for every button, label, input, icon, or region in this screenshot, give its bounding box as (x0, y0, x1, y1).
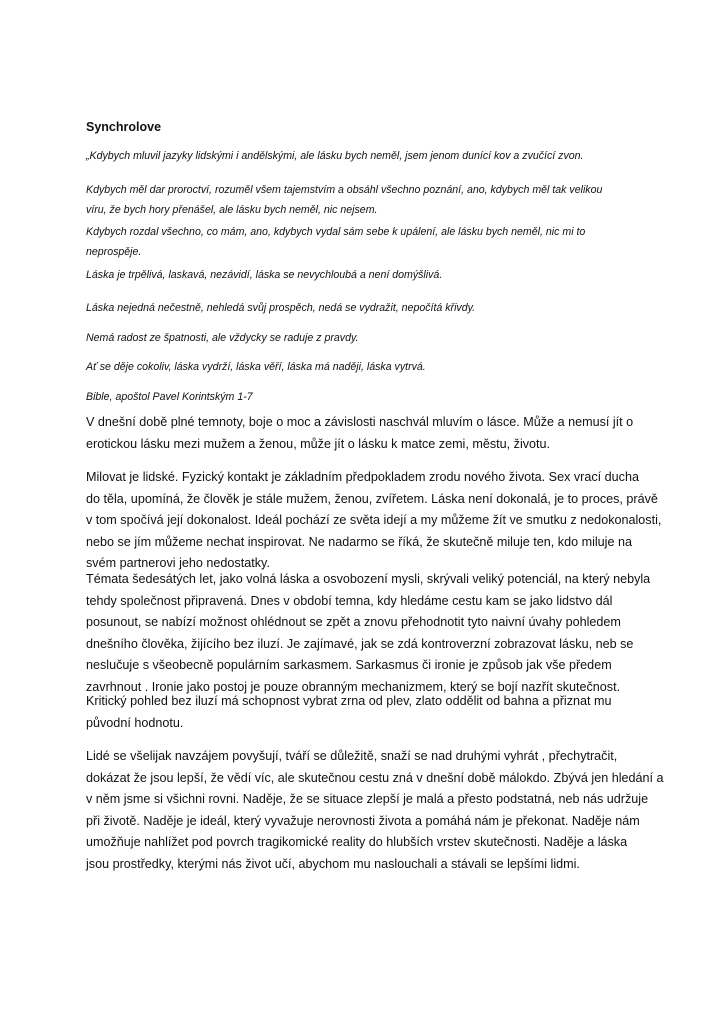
quote-verse (86, 265, 442, 285)
paragraph-line: zavrhnout . Ironie jako postoj je pouze obranným mechanizmem, který se bojí nazřít skutečnost. (86, 679, 621, 694)
quote-line: Kdybych rozdal všechno, co mám, ano, kdybych vydal sám sebe k upálení, ale lásku bych neměl, nic mi to (86, 226, 586, 238)
body-paragraph (86, 691, 612, 734)
quote-verse (86, 146, 584, 166)
paragraph-line: Lidé se všelijak navzájem povyšují, tváří se důležitě, snaží se nad druhými vyhrát , přechytračit, (86, 749, 618, 763)
paragraph-line: erotickou lásku mezi mužem a ženou, může jít o lásku k matce zemi, městu, životu. (86, 436, 551, 451)
quote-line: Láska je trpělivá, laskavá, nezávidí, láska se nevychloubá a není domýšlivá. (86, 269, 443, 281)
paragraph-line: v tom spočívá její dokonalost. Ideál pochází ze světa idejí a my můžeme žít ve smutku z nedokonalosti, (86, 513, 662, 527)
quote-line: neprospěje. (86, 246, 142, 258)
body-paragraph (86, 467, 661, 575)
body-paragraph (86, 746, 664, 875)
paragraph-line: neslučuje s všeobecně populárním sarkasmem. Sarkasmus či ironie je způsob jak vše předem (86, 658, 612, 672)
paragraph-line: původní hodnotu. (86, 715, 184, 730)
quote-verse (86, 357, 426, 377)
body-paragraph (86, 569, 650, 698)
paragraph-line: v něm jsme si všichni rovni. Naděje, že se situace zlepší je malá a přesto podstatná, neb nás udržuje (86, 792, 649, 806)
paragraph-line: tehdy společnost připravená. Dnes v období temna, kdy hledáme cestu kam se jako lidstvo dál (86, 593, 613, 608)
paragraph-line: při životě. Naděje je ideál, který vyvažuje nerovnosti života a pomáhá nám je překonat. Naděje nám (86, 813, 640, 828)
quote-line: „Kdybych mluvil jazyky lidskými i andělskými, ale lásku bych neměl, jsem jenom dunící kov a zvučící zvon. (86, 150, 584, 162)
quote-line: Kdybych měl dar proroctví, rozuměl všem tajemstvím a obsáhl všechno poznání, ano, kdybych měl tak velikou (86, 184, 603, 196)
paragraph-line: jsou prostředky, kterými nás život učí, abychom mu naslouchali a stávali se lepšími lidmi. (86, 856, 580, 871)
paragraph-line: umožňuje nahlížet pod povrch tragikomické reality do hlubších vrstev skutečnosti. Naděje a láska (86, 835, 628, 849)
quote-line: Nemá radost ze špatnosti, ale vždycky se raduje z pravdy. (86, 332, 359, 344)
paragraph-line: dnešního člověka, žijícího bez iluzí. Je zajímavé, jak se zdá kontroverzní zobrazovat lásku, neb se (86, 636, 634, 651)
paragraph-line: Témata šedesátých let, jako volná láska a osvobození mysli, skrývali veliký potenciál, na který nebyla (86, 572, 651, 586)
paragraph-line: V dnešní době plné temnoty, boje o moc a závislosti naschvál mluvím o lásce. Může a nemusí jít o (86, 415, 634, 429)
paragraph-line: Milovat je lidské. Fyzický kontakt je základním předpokladem zrodu nového života. Sex vrací ducha (86, 470, 639, 484)
quote-verse (86, 328, 358, 348)
document-title: Synchrolove (86, 120, 162, 134)
paragraph-line: Kritický pohled bez iluzí má schopnost vybrat zrna od plev, zlato oddělit od bahna a přiznat mu (86, 694, 612, 708)
quote-line: víru, že bych hory přenášel, ale lásku bych neměl, nic nejsem. (86, 204, 378, 216)
paragraph-line: svém partnerovi jeho nedostatky. (86, 556, 270, 570)
body-paragraph (86, 412, 633, 455)
quote-verse (86, 222, 585, 262)
quote-citation: Bible, apoštol Pavel Korintským 1-7 (86, 391, 253, 403)
quote-verse (86, 180, 602, 220)
paragraph-line: posunout, se nabízí možnost ohlédnout se zpět a znovu přehodnotit tyto naivní úvahy pohledem (86, 615, 621, 629)
quote-verse (86, 298, 475, 318)
quote-line: Láska nejedná nečestně, nehledá svůj prospěch, nedá se vydražit, nepočítá křivdy. (86, 302, 476, 314)
quote-line: Ať se děje cokoliv, láska vydrží, láska věří, láska má naději, láska vytrvá. (86, 361, 426, 373)
paragraph-line: dokázat že jsou lepší, že vědí víc, ale skutečnou cestu zná v dnešní době málokdo. Zbývá jen hledání a (86, 770, 664, 785)
paragraph-line: do těla, upomíná, že člověk je stále mužem, ženou, zvířetem. Láska není dokonalá, je to proces, právě (86, 491, 658, 506)
paragraph-line: nebo se jím můžeme nechat inspirovat. Ne nadarmo se říká, že skutečně miluje ten, kdo miluje na (86, 534, 632, 549)
